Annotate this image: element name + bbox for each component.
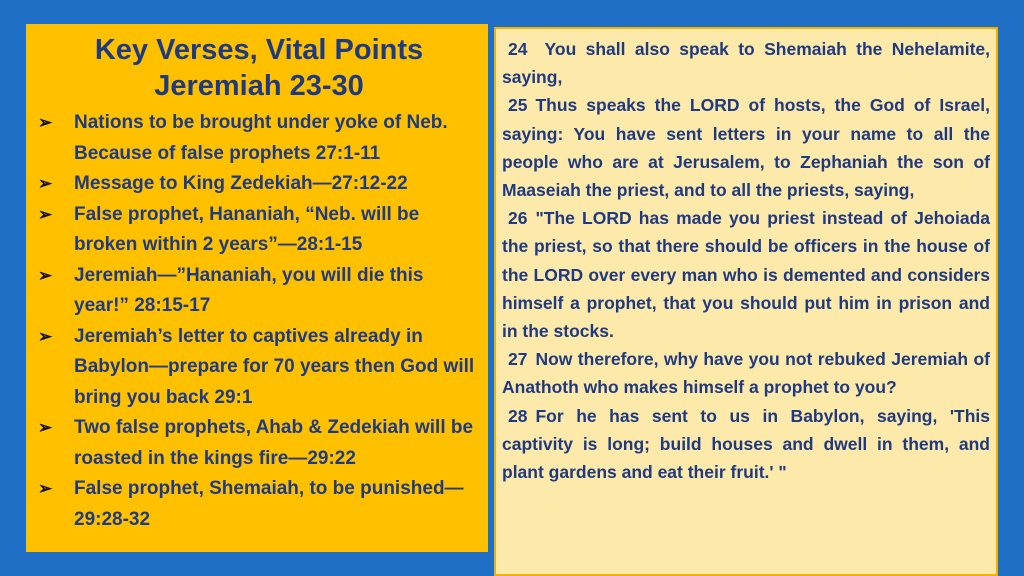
verse-number: 24 bbox=[508, 39, 528, 59]
verse-number: 27 bbox=[508, 349, 528, 370]
key-points-panel bbox=[26, 24, 488, 552]
bullet-item bbox=[36, 108, 482, 169]
verse-number: 28 bbox=[508, 405, 528, 426]
bullet-text: Jeremiah—”Hananiah, you will die this year!” 28:15-17 bbox=[74, 264, 424, 316]
bullet-item bbox=[36, 474, 482, 535]
scripture-panel bbox=[492, 24, 1002, 576]
verse-text: You shall also speak to Shemaiah the Nehelamite, saying, bbox=[502, 39, 990, 88]
bullet-text: Two false prophets, Ahab & Zedekiah will be roasted in the kings fire—29:22 bbox=[74, 417, 474, 469]
arrow-bullet-icon: ➢ bbox=[38, 479, 53, 498]
title-line-2: Jeremiah 23-30 bbox=[154, 70, 364, 102]
verse-24 bbox=[502, 35, 990, 91]
verse-27 bbox=[502, 345, 990, 401]
arrow-bullet-icon: ➢ bbox=[38, 326, 53, 346]
slide-title bbox=[36, 32, 482, 104]
bullet-item bbox=[36, 322, 482, 414]
key-points-list bbox=[36, 108, 482, 535]
verse-text: Thus speaks the LORD of hosts, the God of Israel, saying: You have sent letters in your name to all the people who are at Jerusalem, to Zephaniah the son of Maaseiah the priest, and to all the priests, saying, bbox=[502, 95, 990, 201]
bullet-text: Message to King Zedekiah—27:12-22 bbox=[74, 173, 408, 194]
verse-number: 25 bbox=[508, 95, 528, 116]
verse-28 bbox=[502, 402, 990, 487]
verse-number: 26 bbox=[508, 208, 528, 229]
arrow-bullet-icon: ➢ bbox=[38, 265, 53, 285]
bullet-item bbox=[36, 169, 482, 200]
verse-text: Now therefore, why have you not rebuked Jeremiah of Anathoth who makes himself a prophet to you? bbox=[502, 349, 990, 398]
bullet-item bbox=[36, 200, 482, 261]
scripture-text-box bbox=[494, 27, 998, 576]
arrow-bullet-icon: ➢ bbox=[38, 174, 53, 193]
arrow-bullet-icon: ➢ bbox=[38, 113, 53, 132]
title-line-1: Key Verses, Vital Points bbox=[94, 34, 424, 66]
bullet-text: False prophet, Shemaiah, to be punished—29:28-32 bbox=[74, 478, 464, 530]
bullet-text: Jeremiah’s letter to captives already in Babylon—prepare for 70 years then God will bring you back 29:1 bbox=[74, 325, 475, 408]
bullet-item bbox=[36, 413, 482, 474]
bullet-item bbox=[36, 261, 482, 322]
arrow-bullet-icon: ➢ bbox=[38, 418, 53, 437]
verse-text: "The LORD has made you priest instead of Jehoiada the priest, so that there should be officers in the house of the LORD over every man who is demented and considers himself a prophet, that you should put him in prison and in the stocks. bbox=[502, 208, 990, 342]
bullet-text: False prophet, Hananiah, “Neb. will be broken within 2 years”—28:1-15 bbox=[74, 203, 420, 255]
arrow-bullet-icon: ➢ bbox=[38, 204, 53, 224]
bullet-text: Nations to be brought under yoke of Neb. Because of false prophets 27:1-11 bbox=[74, 112, 448, 164]
verse-26 bbox=[502, 204, 990, 345]
verse-25 bbox=[502, 91, 990, 204]
verse-text: For he has sent to us in Babylon, saying, 'This captivity is long; build houses and dwell in them, and plant gardens and eat their fruit.' " bbox=[502, 405, 990, 483]
